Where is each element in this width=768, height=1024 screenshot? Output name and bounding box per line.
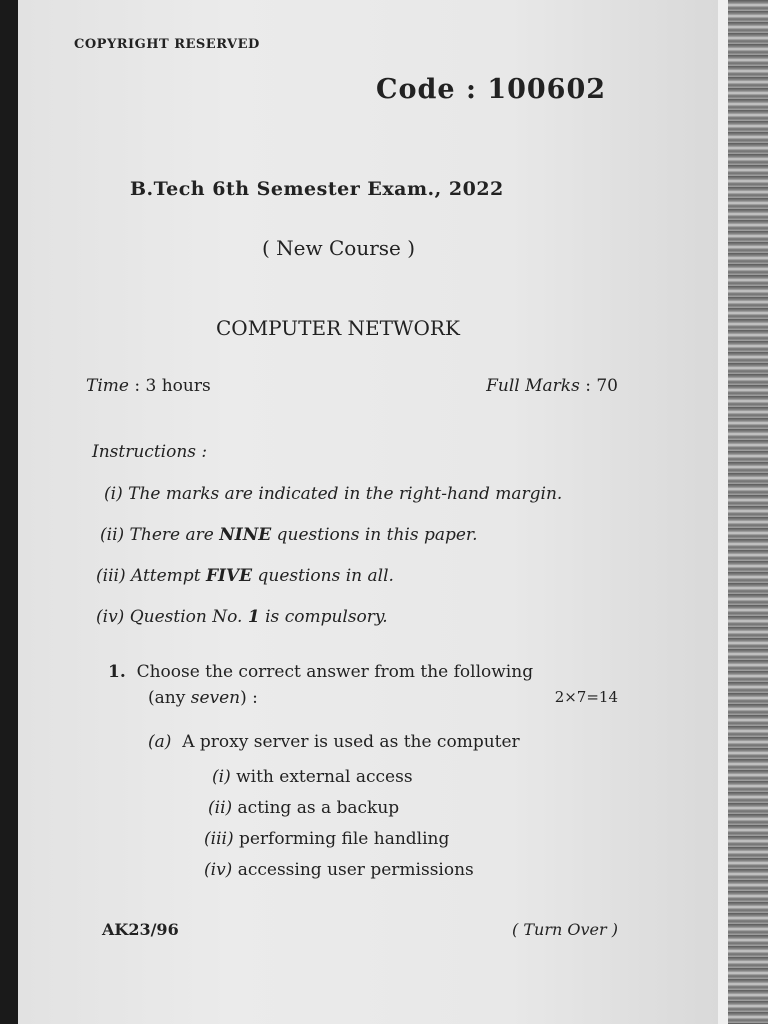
instruction-item	[100, 525, 478, 545]
paper-margin	[718, 0, 728, 1024]
instruction-bold: 1	[247, 607, 260, 627]
question-text-post: ) :	[240, 688, 258, 708]
option-item	[212, 767, 413, 787]
option-text: accessing user permissions	[237, 860, 474, 880]
time-allowed	[86, 376, 211, 396]
question-text-pre: (any	[148, 688, 191, 708]
instruction-bold: FIVE	[205, 566, 253, 586]
question-1-line-1	[108, 662, 533, 682]
option-number: (iii)	[204, 829, 234, 849]
question-number: 1.	[108, 662, 126, 682]
instruction-bold: NINE	[219, 525, 272, 545]
marks-label: Full Marks	[486, 376, 580, 396]
paper-reference: AK23/96	[102, 920, 179, 939]
option-item	[204, 860, 474, 880]
question-text: Choose the correct answer from the following	[136, 662, 534, 682]
option-number: (i)	[212, 767, 231, 787]
full-marks	[486, 376, 618, 396]
copyright-notice: COPYRIGHT RESERVED	[74, 37, 260, 52]
instruction-text: Question No.	[129, 607, 248, 627]
instruction-text: Attempt	[130, 566, 206, 586]
instruction-text: There are	[129, 525, 220, 545]
marks-value: : 70	[585, 376, 618, 396]
instruction-number: (iv)	[96, 607, 125, 627]
option-text: performing file handling	[238, 829, 450, 849]
instruction-text-end: questions in this paper.	[271, 525, 478, 545]
sub-question-label: (a)	[148, 732, 172, 752]
instruction-number: (ii)	[100, 525, 125, 545]
option-item	[204, 829, 449, 849]
question-1-marks: 2×7=14	[554, 688, 618, 706]
option-item	[208, 798, 399, 818]
instruction-number: (iii)	[96, 566, 126, 586]
question-1-line-2	[148, 688, 258, 708]
instruction-item	[96, 607, 388, 627]
subject-title: COMPUTER NETWORK	[216, 316, 460, 340]
instruction-text-end: is compulsory.	[259, 607, 388, 627]
sub-question-text: A proxy server is used as the computer	[182, 732, 520, 752]
time-label: Time	[86, 376, 129, 396]
option-number: (iv)	[204, 860, 233, 880]
instruction-number: (i)	[104, 484, 123, 504]
instruction-text-end: questions in all.	[252, 566, 394, 586]
option-text: acting as a backup	[237, 798, 400, 818]
turn-over-note: ( Turn Over )	[512, 920, 618, 939]
sub-question-a	[148, 732, 520, 752]
paper-code: Code : 100602	[376, 74, 607, 105]
instruction-item	[104, 484, 562, 504]
time-value: : 3 hours	[134, 376, 211, 396]
instruction-item	[96, 566, 394, 586]
option-text: with external access	[236, 767, 413, 787]
option-number: (ii)	[208, 798, 233, 818]
course-type: ( New Course )	[262, 236, 416, 260]
instructions-title: Instructions :	[92, 442, 208, 462]
question-text-em: seven	[190, 688, 241, 708]
exam-title: B.Tech 6th Semester Exam., 2022	[130, 178, 504, 200]
instruction-text: The marks are indicated in the right-hand margin.	[128, 484, 563, 504]
